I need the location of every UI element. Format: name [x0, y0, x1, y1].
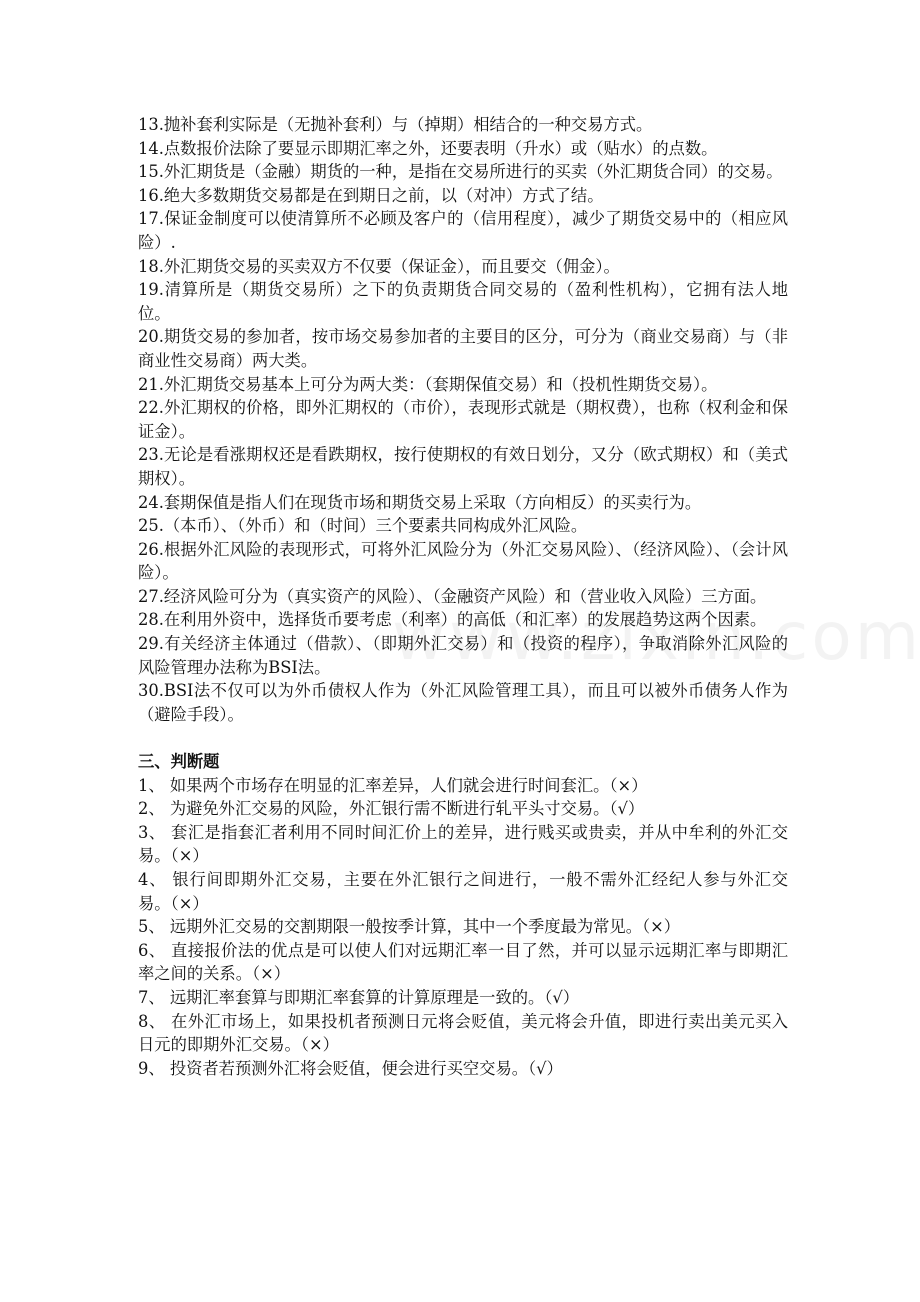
document-body: [138, 113, 788, 1080]
fill-item-24: 24.套期保值是指人们在现货市场和期货交易上采取（方向相反）的买卖行为。: [138, 492, 702, 512]
fill-item-25: 25.（本币）、（外币）和（时间）三个要素共同构成外汇风险。: [138, 516, 588, 536]
fill-item-19: 19.清算所是（期货交易所）之下的负责期货合同交易的（盈利性机构），它拥有法人地位。: [138, 280, 788, 323]
fill-item-16: 16.绝大多数期货交易都是在到期日之前，以（对冲）方式了结。: [138, 185, 604, 205]
judge-item-1: 1、 如果两个市场存在明显的汇率差异，人们就会进行时间套汇。（×）: [138, 775, 648, 795]
fill-item-26: 26.根据外汇风险的表现形式，可将外汇风险分为（外汇交易风险）、（经济风险）、（会计风险）。: [138, 539, 788, 583]
judge-item-2: 2、 为避免外汇交易的风险，外汇银行需不断进行轧平头寸交易。（√）: [138, 799, 645, 819]
fill-item-17: 17.保证金制度可以使清算所不必顾及客户的（信用程度），减少了期货交易中的（相应风险）.: [138, 209, 788, 252]
judge-item-8: 8、 在外汇市场上，如果投机者预测日元将会贬值，美元将会升值，即进行卖出美元买入日元的即期外汇交易。（×）: [138, 1011, 788, 1055]
judge-item-5: 5、 远期外汇交易的交割期限一般按季计算，其中一个季度最为常见。（×）: [138, 917, 681, 937]
fill-item-27: 27.经济风险可分为（真实资产的风险）、（金融资产风险）和（营业收入风险）三方面。: [138, 586, 767, 606]
judge-item-9: 9、 投资者若预测外汇将会贬值，便会进行买空交易。（√）: [138, 1058, 563, 1078]
judge-item-3: 3、 套汇是指套汇者利用不同时间汇价上的差异，进行贱买或贵卖，并从中牟利的外汇交易。（×）: [138, 822, 788, 866]
fill-item-15: 15.外汇期货是（金融）期货的一种，是指在交易所进行的买卖（外汇期货合同）的交易。: [138, 162, 783, 182]
fill-item-22: 22.外汇期权的价格，即外汇期权的（市价），表现形式就是（期权费），也称（权利金和保证金）。: [138, 398, 788, 441]
fill-item-18: 18.外汇期货交易的买卖双方不仅要（保证金），而且要交（佣金）。: [138, 256, 620, 276]
fill-item-30: 30.BSI法不仅可以为外币债权人作为（外汇风险管理工具），而且可以被外币债务人作为（避险手段）。: [138, 681, 788, 724]
judge-item-4: 4、 银行间即期外汇交易，主要在外汇银行之间进行，一般不需外汇经纪人参与外汇交易。（×）: [138, 870, 788, 913]
fill-item-21: 21.外汇期货交易基本上可分为两大类：（套期保值交易）和（投机性期货交易）。: [138, 374, 718, 394]
judge-item-6: 6、 直接报价法的优点是可以使人们对远期汇率一目了然，并可以显示远期汇率与即期汇率之间的关系。（×）: [138, 940, 788, 984]
fill-item-23: 23.无论是看涨期权还是看跌期权，按行使期权的有效日划分，又分（欧式期权）和（美式期权）。: [138, 445, 788, 488]
fill-item-28: 28.在利用外资中，选择货币要考虑（利率）的高低（和汇率）的发展趋势这两个因素。: [138, 610, 767, 630]
fill-item-29: 29.有关经济主体通过（借款）、（即期外汇交易）和（投资的程序），争取消除外汇风险的风险管理办法称为BSI法。: [138, 634, 788, 677]
fill-item-13: 13.抛补套利实际是（无抛补套利）与（掉期）相结合的一种交易方式。: [138, 115, 653, 134]
fill-item-14: 14.点数报价法除了要显示即期汇率之外，还要表明（升水）或（贴水）的点数。: [138, 138, 718, 158]
judge-item-7: 7、 远期汇率套算与即期汇率套算的计算原理是一致的。（√）: [138, 987, 580, 1007]
fill-item-20: 20.期货交易的参加者，按市场交易参加者的主要目的区分，可分为（商业交易商）与（非商业性交易商）两大类。: [138, 327, 788, 370]
section-heading: 三、判断题: [138, 752, 220, 772]
